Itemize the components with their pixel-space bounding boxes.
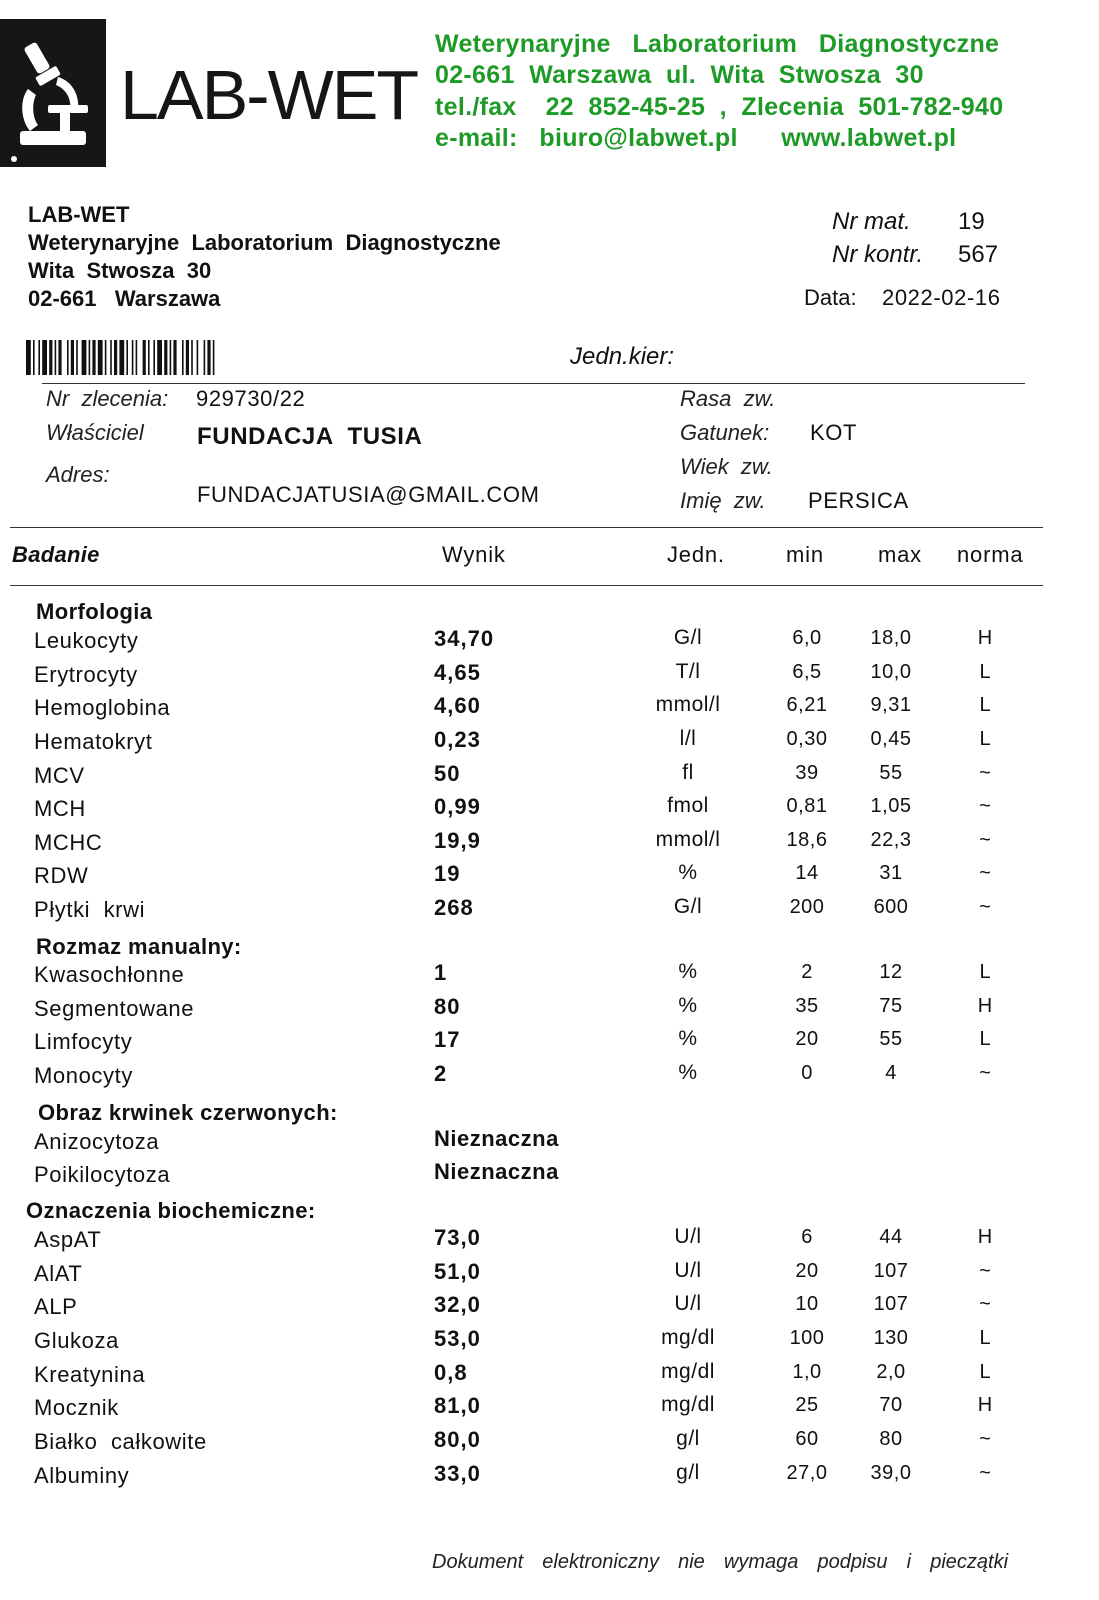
nr-mat-value: 19	[958, 208, 985, 235]
result-value: 17	[434, 1027, 461, 1052]
result-norm-flag: L	[979, 728, 991, 750]
result-value: Nieznaczna	[434, 1126, 559, 1151]
result-min: 6,21	[786, 694, 828, 716]
result-norm-flag: L	[979, 1361, 991, 1383]
result-max: 130	[873, 1327, 909, 1349]
result-value: 33,0	[434, 1461, 481, 1486]
result-unit: g/l	[676, 1427, 700, 1450]
result-value: 4,65	[434, 660, 481, 685]
result-value: 19	[434, 861, 461, 886]
result-name: MCHC	[34, 830, 103, 855]
result-norm-flag: H	[977, 1394, 993, 1416]
result-max: 4	[885, 1062, 897, 1084]
result-value: 268	[434, 895, 474, 920]
result-name: Monocyty	[34, 1063, 133, 1088]
result-value: 1	[434, 960, 448, 985]
result-value: 34,70	[434, 626, 495, 651]
result-max: 9,31	[870, 694, 912, 716]
col-jedn: Jedn.	[667, 542, 725, 567]
wlasciciel-label: Właściciel	[46, 420, 144, 445]
result-name: Erytrocyty	[34, 662, 138, 687]
lab-city: 02-661 Warszawa	[28, 286, 221, 311]
result-unit: mmol/l	[655, 828, 721, 851]
result-name: Mocznik	[34, 1395, 119, 1420]
result-min: 200	[789, 896, 825, 918]
result-max: 2,0	[876, 1361, 906, 1383]
result-norm-flag: ~	[979, 862, 991, 884]
result-min: 27,0	[786, 1462, 828, 1484]
result-min: 6,0	[792, 627, 822, 649]
result-min: 100	[789, 1327, 825, 1349]
section-title-obraz-krwinek: Obraz krwinek czerwonych:	[38, 1100, 338, 1125]
result-unit: U/l	[674, 1225, 702, 1248]
rasa-label: Rasa zw.	[680, 386, 776, 411]
result-unit: T/l	[675, 660, 701, 683]
result-unit: G/l	[673, 895, 703, 918]
nr-mat-label: Nr mat.	[832, 208, 911, 235]
result-name: Albuminy	[34, 1463, 130, 1488]
result-norm-flag: ~	[979, 1260, 991, 1282]
gatunek-label: Gatunek:	[680, 420, 770, 445]
result-max: 55	[879, 1028, 903, 1050]
result-unit: U/l	[674, 1259, 702, 1282]
result-max: 44	[879, 1226, 903, 1248]
result-min: 10	[795, 1293, 819, 1315]
result-name: AspAT	[34, 1227, 102, 1252]
gatunek-value: KOT	[810, 420, 858, 445]
data-label: Data:	[804, 285, 857, 310]
imie-value: PERSICA	[808, 488, 909, 513]
table-top-divider	[10, 527, 1043, 528]
result-max: 70	[879, 1394, 903, 1416]
result-norm-flag: H	[977, 627, 993, 649]
result-value: 73,0	[434, 1225, 481, 1250]
result-norm-flag: L	[979, 1028, 991, 1050]
col-norma: norma	[957, 542, 1024, 567]
imie-label: Imię zw.	[680, 488, 766, 513]
patient-top-divider	[42, 383, 1025, 384]
result-min: 20	[795, 1260, 819, 1282]
adres-label: Adres:	[46, 462, 110, 487]
result-min: 0,30	[786, 728, 828, 750]
result-min: 18,6	[786, 829, 828, 851]
result-name: Kreatynina	[34, 1362, 146, 1387]
data-value: 2022-02-16	[882, 285, 1001, 310]
result-max: 80	[879, 1428, 903, 1450]
col-wynik: Wynik	[442, 542, 506, 567]
result-unit: %	[678, 861, 698, 884]
header-lab-name: Weterynaryjne Laboratorium Diagnostyczne	[435, 30, 1000, 58]
result-max: 31	[879, 862, 903, 884]
lab-name-short: LAB-WET	[28, 202, 130, 227]
result-norm-flag: L	[979, 694, 991, 716]
result-value: 50	[434, 761, 461, 786]
result-name: Hematokryt	[34, 729, 153, 754]
result-max: 600	[873, 896, 909, 918]
result-unit: mg/dl	[661, 1326, 715, 1349]
result-name: Segmentowane	[34, 996, 195, 1021]
result-norm-flag: ~	[979, 795, 991, 817]
result-value: 80,0	[434, 1427, 481, 1452]
result-norm-flag: ~	[979, 1293, 991, 1315]
result-norm-flag: ~	[979, 1428, 991, 1450]
result-max: 107	[873, 1293, 909, 1315]
header-contact: e-mail: biuro@labwet.pl www.labwet.pl	[435, 124, 957, 152]
result-name: Płytki krwi	[34, 897, 146, 922]
result-name: Limfocyty	[34, 1029, 133, 1054]
result-max: 55	[879, 762, 903, 784]
result-name: AlAT	[34, 1261, 83, 1286]
result-name: Anizocytoza	[34, 1129, 160, 1154]
result-value: 2	[434, 1061, 448, 1086]
result-min: 6	[801, 1226, 813, 1248]
result-norm-flag: H	[977, 1226, 993, 1248]
result-unit: %	[678, 1027, 698, 1050]
result-min: 20	[795, 1028, 819, 1050]
result-norm-flag: H	[977, 995, 993, 1017]
wiek-label: Wiek zw.	[680, 454, 773, 479]
result-max: 39,0	[870, 1462, 912, 1484]
lab-street: Wita Stwosza 30	[28, 258, 212, 283]
table-header-divider	[10, 585, 1043, 586]
result-max: 10,0	[870, 661, 912, 683]
nr-zlecenia-value: 929730/22	[196, 386, 306, 411]
result-name: Hemoglobina	[34, 695, 171, 720]
result-unit: fmol	[667, 794, 709, 817]
result-name: Leukocyty	[34, 628, 139, 653]
footer-note: Dokument elektroniczny nie wymaga podpisu i pieczątki	[432, 1551, 1009, 1573]
result-min: 0,81	[786, 795, 828, 817]
result-min: 1,0	[792, 1361, 822, 1383]
result-min: 35	[795, 995, 819, 1017]
result-value: 0,8	[434, 1360, 468, 1385]
jedn-kier-label: Jedn.kier:	[570, 343, 675, 370]
result-value: 4,60	[434, 693, 481, 718]
col-max: max	[878, 542, 922, 567]
result-unit: %	[678, 960, 698, 983]
result-unit: %	[678, 1061, 698, 1084]
result-min: 39	[795, 762, 819, 784]
result-max: 75	[879, 995, 903, 1017]
header-address: 02-661 Warszawa ul. Wita Stwosza 30	[435, 61, 924, 89]
logo-text: LAB-WET	[120, 56, 418, 134]
result-max: 12	[879, 961, 903, 983]
nr-kontr-label: Nr kontr.	[832, 241, 924, 268]
result-norm-flag: ~	[979, 829, 991, 851]
result-name: RDW	[34, 863, 89, 888]
result-min: 14	[795, 862, 819, 884]
result-value: Nieznaczna	[434, 1159, 559, 1184]
result-unit: g/l	[676, 1461, 700, 1484]
result-unit: G/l	[673, 626, 703, 649]
adres-value: FUNDACJATUSIA@GMAIL.COM	[197, 482, 540, 507]
header-phone: tel./fax 22 852-45-25 , Zlecenia 501-782-940	[435, 93, 1004, 121]
result-max: 1,05	[870, 795, 912, 817]
result-norm-flag: ~	[979, 1462, 991, 1484]
barcode	[26, 340, 316, 375]
result-norm-flag: L	[979, 1327, 991, 1349]
result-value: 32,0	[434, 1292, 481, 1317]
result-unit: fl	[682, 761, 694, 784]
result-name: MCV	[34, 763, 85, 788]
nr-kontr-value: 567	[958, 241, 999, 268]
section-title-morfologia: Morfologia	[36, 599, 153, 624]
result-value: 0,23	[434, 727, 481, 752]
result-value: 53,0	[434, 1326, 481, 1351]
result-name: Poikilocytoza	[34, 1162, 171, 1187]
result-min: 25	[795, 1394, 819, 1416]
result-name: Glukoza	[34, 1328, 119, 1353]
wlasciciel-value: FUNDACJA TUSIA	[197, 423, 423, 450]
nr-zlecenia-label: Nr zlecenia:	[46, 386, 169, 411]
result-value: 0,99	[434, 794, 481, 819]
section-title-biochemia: Oznaczenia biochemiczne:	[26, 1198, 316, 1223]
result-max: 107	[873, 1260, 909, 1282]
result-min: 60	[795, 1428, 819, 1450]
result-unit: l/l	[679, 727, 697, 750]
result-min: 2	[801, 961, 813, 983]
section-title-rozmaz: Rozmaz manualny:	[36, 934, 242, 959]
result-max: 18,0	[870, 627, 912, 649]
result-value: 19,9	[434, 828, 481, 853]
result-name: Białko całkowite	[34, 1429, 207, 1454]
result-unit: U/l	[674, 1292, 702, 1315]
result-value: 81,0	[434, 1393, 481, 1418]
col-badanie: Badanie	[12, 542, 100, 567]
result-value: 80	[434, 994, 461, 1019]
result-max: 22,3	[870, 829, 912, 851]
result-norm-flag: L	[979, 961, 991, 983]
result-unit: mg/dl	[661, 1393, 715, 1416]
result-norm-flag: ~	[979, 896, 991, 918]
result-unit: mg/dl	[661, 1360, 715, 1383]
result-value: 51,0	[434, 1259, 481, 1284]
result-norm-flag: ~	[979, 762, 991, 784]
microscope-logo-icon	[0, 19, 106, 167]
result-min: 0	[801, 1062, 813, 1084]
col-min: min	[786, 542, 824, 567]
result-max: 0,45	[870, 728, 912, 750]
result-norm-flag: ~	[979, 1062, 991, 1084]
result-name: Kwasochłonne	[34, 962, 185, 987]
result-unit: mmol/l	[655, 693, 721, 716]
result-name: MCH	[34, 796, 86, 821]
result-min: 6,5	[792, 661, 822, 683]
result-name: ALP	[34, 1294, 78, 1319]
lab-name-full: Weterynaryjne Laboratorium Diagnostyczne	[28, 230, 501, 255]
result-norm-flag: L	[979, 661, 991, 683]
result-unit: %	[678, 994, 698, 1017]
